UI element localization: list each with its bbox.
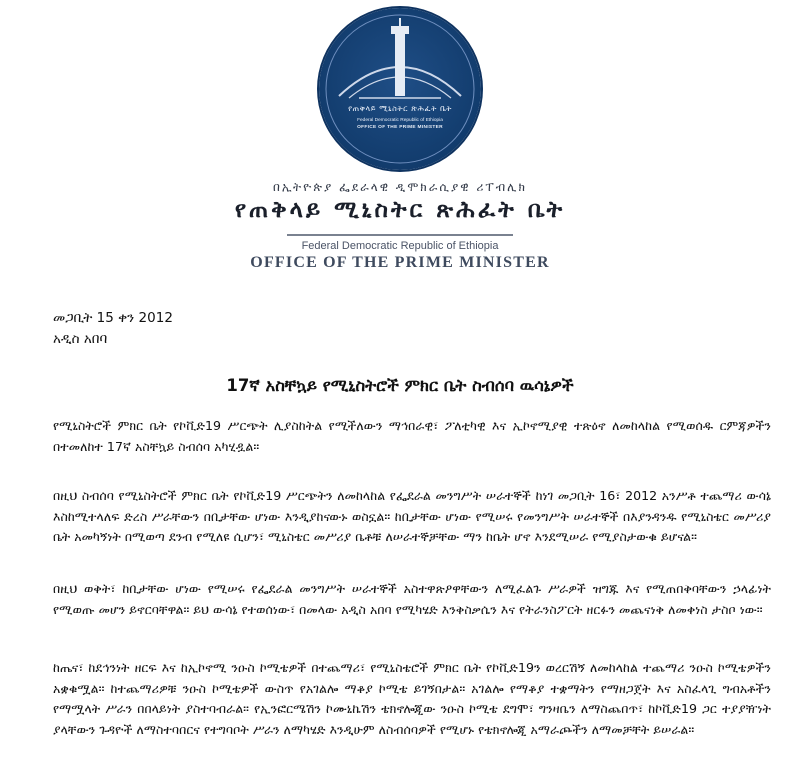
header-amharic-republic: በኢትዮጵያ ፌደራላዊ ዲሞክራሲያዊ ሪፐብሊክ [273,180,527,194]
office-seal-logo [319,8,481,170]
seal-office-text: OFFICE OF THE PRIME MINISTER [357,124,443,130]
seal-amharic-text: የጠቅላይ ሚኒስትር ጽሕፈት ቤት [348,104,452,113]
letter-title: 17ኛ አስቸኳይ የሚኒስትሮች ምክር ቤት ስብሰባ ዉሳኔዎች [226,376,574,395]
tower-emblem-icon [319,8,481,170]
seal-federal-text: Federal Democratic Republic of Ethiopia [357,118,443,123]
letter-date: መጋቢት 15 ቀን 2012 [53,310,173,326]
header-amharic-office: የጠቅላይ ሚኒስትር ጽሕፈት ቤት [234,197,566,223]
header-divider [287,234,513,236]
seal-english-text [319,118,481,131]
letter-place: አዲስ አበባ [53,331,108,347]
header-english-office: OFFICE OF THE PRIME MINISTER [250,254,550,271]
paragraph-3: በዚህ ወቅት፣ ከቢታቸው ሆነው የሚሠሩ የፌደራል መንግሥት ሠራተኞች አስተዋጽዖዋቸውን ለሚፈልጉ ሥራዎች ዝግጁ እና የሚጠበቅባቸውን ኃላፊነት የሚወጡ መሆን ይኖርባቸዋል። ይህ ውሳኔ የተወሰነው፣ በመላው አዲስ አበባ የሚካሄድ እንቅስቃሴን እና የትራንስፖርት ዘርፉን መጨናነቅ ለመቀነስ ታስቦ ነው። [53,581,771,617]
header-english-republic: Federal Democratic Republic of Ethiopia [301,240,499,252]
paragraph-4: ከጤና፣ ከደኅንነት ዘርፍ እና ከኢኮኖሚ ንዑስ ኮሚቴዎች በተጨማሪ፣ የሚኒስቴሮች ምክር ቤት የኮቪድ19ን ወረርሽኝ ለመከላከል ተጨማሪ ንዑስ ኮሚቴዎችን አቋቁሟል። ከተጨማሪዎቹ ንዑስ ኮሚቴዎች ውስጥ የአገልሎ ማቆያ ኮሚቴ ይገኝበታል። አገልሎ የማቆያ ተቋማትን የማዘጋጀት እና አስፈላጊ ግብአቶችን የማሟላት ሥራን በበላይነት ያስተባብራል። የኢንፎርሜሽን ኮሙኒኬሽን ቴክኖሎጂው ንዑስ ኮሚቴ ደግሞ፣ ግንዛቤን ለማስጨበጥ፣ ከኮቪድ19 ጋር ተያያዥነት ያላቸውን ጉዳዮች ለማስተባበርና የተግባቦት ሥራን ለማካሄድ እንዲሁም ለስብሰባዎች የሚሆኑ የቴክኖሎጂ አማራጮችን ለማመቻቸት ይሠራል። [53,660,771,737]
paragraph-1: የሚኒስትሮች ምክር ቤት የኮቪድ19 ሥርጭት ሊያስከትል የሚችለውን ማኅበራዊ፣ ፖለቲካዊ እና ኢኮኖሚያዊ ተጽዕኖ ለመከላከል የሚወሰዱ ርምጃዎችን በተመለከተ 17ኛ አስቸኳይ ስብሰባ አካሂዷል። [53,418,771,454]
paragraph-2: በዚህ ስብሰባ የሚኒስትሮች ምክር ቤት የኮቪድ19 ሥርጭትን ለመከላከል የፌደራል መንግሥት ሠራተኞች ከነገ መጋቢት 16፣ 2012 አንሥቶ ተጨማሪ ውሳኔ እስከሚተላለፍ ድረስ ሥራቸውን በቢታቸው ሆነው እንዲያከናውኑ ወስኗል። ከቢታቸው ሆነው የሚሠሩ የመንግሥት ሠራተኞች በእያንዳንዱ የሚኒስቴር መሥሪያ ቤት አመካኝነት በሚወጣ ደንብ የሚለዩ ሲሆን፣ ሚኒስቴር መሥሪያ ቤቶቹ ለሠራተኞቻቸው ማን ከቤት ሆኖ እንደሚሠራ የሚያስታውቁ ይሆናል። [53,488,771,545]
